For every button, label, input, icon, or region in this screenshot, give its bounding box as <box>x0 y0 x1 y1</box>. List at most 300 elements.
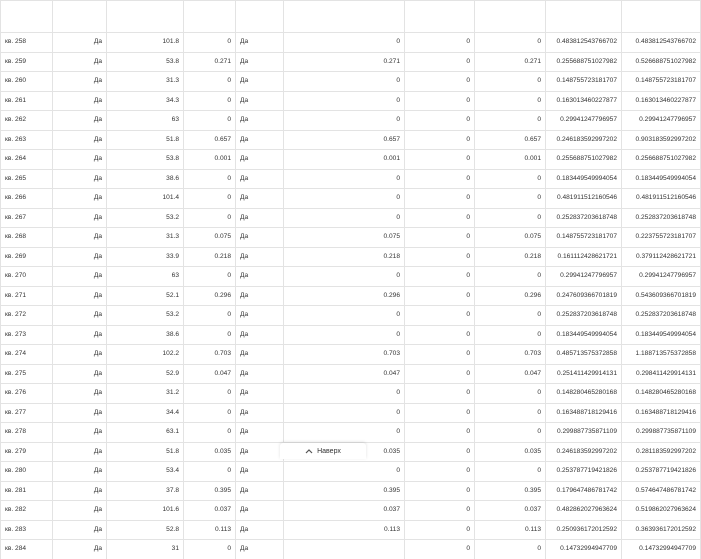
table-cell: 0.218 <box>184 247 236 267</box>
table-cell: 0 <box>184 267 236 287</box>
table-row <box>1 91 701 111</box>
table-cell: 0.299887735871109 <box>546 423 622 443</box>
table-cell: 0 <box>284 384 405 404</box>
table-cell: Да <box>236 150 284 170</box>
table-cell: 0 <box>184 306 236 326</box>
table-cell: 38.6 <box>107 325 184 345</box>
apartment-cell: кв. 262 <box>1 111 53 131</box>
table-cell: 0 <box>405 52 475 72</box>
table-cell: 52.9 <box>107 364 184 384</box>
table-cell: Да <box>53 364 107 384</box>
table-cell: 0.271 <box>475 52 546 72</box>
table-cell: 0.113 <box>475 520 546 540</box>
table-cell: 0.037 <box>184 501 236 521</box>
apartment-cell: кв. 266 <box>1 189 53 209</box>
apartment-cell: кв. 281 <box>1 481 53 501</box>
table-cell: 31.3 <box>107 228 184 248</box>
table-row <box>1 33 701 53</box>
table-cell: 0.035 <box>184 442 236 462</box>
header-cell <box>236 1 284 33</box>
apartment-cell: кв. 279 <box>1 442 53 462</box>
table-cell: 0.246183592997202 <box>546 442 622 462</box>
table-cell: 51.8 <box>107 130 184 150</box>
apartment-cell: кв. 278 <box>1 423 53 443</box>
table-row <box>1 228 701 248</box>
table-cell: Да <box>236 169 284 189</box>
table-cell: Да <box>53 111 107 131</box>
apartment-cell: кв. 263 <box>1 130 53 150</box>
table-cell: 52.8 <box>107 520 184 540</box>
table-cell: Да <box>236 462 284 482</box>
table-row <box>1 286 701 306</box>
table-cell: Да <box>53 228 107 248</box>
apartment-cell: кв. 264 <box>1 150 53 170</box>
table-cell: 0.163013460227877 <box>622 91 701 111</box>
table-cell: Да <box>53 540 107 559</box>
apartment-cell: кв. 259 <box>1 52 53 72</box>
back-to-top-button[interactable] <box>280 443 366 459</box>
table-cell: Да <box>236 384 284 404</box>
table-cell: 0.298411429914131 <box>622 364 701 384</box>
table-cell: 0.035 <box>475 442 546 462</box>
table-cell: 0 <box>184 189 236 209</box>
table-cell: 0.519862027963624 <box>622 501 701 521</box>
table-row <box>1 540 701 559</box>
table-cell: 0 <box>284 325 405 345</box>
table-row <box>1 520 701 540</box>
table-cell: 0 <box>284 169 405 189</box>
table-cell: 0.296 <box>284 286 405 306</box>
apartment-cell: кв. 271 <box>1 286 53 306</box>
table-row <box>1 247 701 267</box>
header-cell <box>284 1 405 33</box>
table-cell: 0 <box>184 208 236 228</box>
apartment-cell: кв. 267 <box>1 208 53 228</box>
table-cell: 0 <box>475 384 546 404</box>
table-cell: 0.395 <box>184 481 236 501</box>
apartment-cell: кв. 270 <box>1 267 53 287</box>
table-cell: 0.183449549994054 <box>546 169 622 189</box>
table-cell: 0.255688751027982 <box>546 150 622 170</box>
apartment-cell: кв. 274 <box>1 345 53 365</box>
header-cell <box>107 1 184 33</box>
table-cell: 0 <box>184 169 236 189</box>
table-cell: 0.148755723181707 <box>622 72 701 92</box>
table-cell: 0 <box>475 267 546 287</box>
table-row <box>1 189 701 209</box>
table-cell: 51.8 <box>107 442 184 462</box>
table-cell: Да <box>236 520 284 540</box>
header-cell <box>53 1 107 33</box>
table-cell: 0.14732994947709 <box>622 540 701 559</box>
table-cell: Да <box>236 501 284 521</box>
table-row <box>1 208 701 228</box>
table-cell: 0 <box>405 423 475 443</box>
table-cell: 0.395 <box>475 481 546 501</box>
table-cell: 0 <box>284 33 405 53</box>
table-cell: 0.001 <box>184 150 236 170</box>
table-cell: 0.250936172012592 <box>546 520 622 540</box>
apartment-cell: кв. 283 <box>1 520 53 540</box>
table-cell: 0 <box>405 481 475 501</box>
table-cell: 0 <box>284 403 405 423</box>
table-cell: 0.657 <box>184 130 236 150</box>
table-cell: 0.703 <box>284 345 405 365</box>
table-cell: 0.037 <box>475 501 546 521</box>
table-cell: Да <box>236 111 284 131</box>
table-cell: 0.271 <box>284 52 405 72</box>
table-cell: 0.253787719421826 <box>622 462 701 482</box>
back-to-top-label: Наверх <box>317 447 341 455</box>
table-cell: 0.246183592997202 <box>546 130 622 150</box>
table-cell: 0.255688751027982 <box>546 52 622 72</box>
table-cell: 0.657 <box>475 130 546 150</box>
table-cell: 0.247609366701819 <box>546 286 622 306</box>
table-cell: 0 <box>475 33 546 53</box>
table-cell: 0 <box>475 462 546 482</box>
table-cell: Да <box>236 325 284 345</box>
table-cell: Да <box>236 364 284 384</box>
table-cell: 0 <box>405 111 475 131</box>
table-cell: 0 <box>184 423 236 443</box>
table-cell: 0 <box>475 189 546 209</box>
table-cell: 0 <box>405 442 475 462</box>
table-cell: 0.047 <box>184 364 236 384</box>
table-cell: Да <box>236 52 284 72</box>
table-cell: 0 <box>184 33 236 53</box>
table-row <box>1 72 701 92</box>
table-cell: 0.29941247796957 <box>546 267 622 287</box>
table-cell: 0 <box>405 345 475 365</box>
table-cell: Да <box>53 384 107 404</box>
table-cell: 0.148280465280168 <box>622 384 701 404</box>
table-cell: 63 <box>107 267 184 287</box>
table-cell: 0.252837203618748 <box>622 306 701 326</box>
table-cell: Да <box>53 208 107 228</box>
table-cell: 0 <box>184 384 236 404</box>
table-cell: 0 <box>475 208 546 228</box>
table-header-row <box>1 1 701 33</box>
apartment-cell: кв. 282 <box>1 501 53 521</box>
table-cell: 0 <box>284 72 405 92</box>
table-cell: 0.037 <box>284 501 405 521</box>
table-cell: Да <box>53 247 107 267</box>
table-cell: 34.4 <box>107 403 184 423</box>
table-cell: 0 <box>184 540 236 559</box>
table-cell: Да <box>53 345 107 365</box>
table-cell: 0 <box>284 267 405 287</box>
table-cell: 0.163013460227877 <box>546 91 622 111</box>
table-cell: Да <box>236 403 284 423</box>
table-cell: Да <box>53 267 107 287</box>
table-cell: 63.1 <box>107 423 184 443</box>
table-cell: 0 <box>405 72 475 92</box>
table-cell: 0.113 <box>184 520 236 540</box>
table-cell: 0.481911512160546 <box>622 189 701 209</box>
table-cell: Да <box>236 33 284 53</box>
table-cell: Да <box>236 306 284 326</box>
table-cell <box>284 540 405 559</box>
table-cell: 0 <box>475 306 546 326</box>
table-cell: 0 <box>184 72 236 92</box>
table-cell: 0 <box>405 33 475 53</box>
table-cell: 0.161112428621721 <box>546 247 622 267</box>
table-cell: 0.253787719421826 <box>546 462 622 482</box>
table-cell: 0 <box>475 325 546 345</box>
table-cell: 0 <box>184 403 236 423</box>
table-cell: Да <box>53 403 107 423</box>
table-row <box>1 111 701 131</box>
table-cell: 0.296 <box>475 286 546 306</box>
table-body <box>1 1 701 559</box>
header-cell <box>546 1 622 33</box>
table-cell: 0.148280465280168 <box>546 384 622 404</box>
table-cell: 53.8 <box>107 150 184 170</box>
table-cell: Да <box>236 247 284 267</box>
table-cell: 53.2 <box>107 208 184 228</box>
table-cell: Да <box>53 130 107 150</box>
table-cell: 0.574647486781742 <box>622 481 701 501</box>
table-cell: 0 <box>405 501 475 521</box>
table-cell: Да <box>236 423 284 443</box>
apartment-cell: кв. 273 <box>1 325 53 345</box>
table-row <box>1 52 701 72</box>
table-cell: 0 <box>405 403 475 423</box>
table-cell: 0.148755723181707 <box>546 228 622 248</box>
table-cell: Да <box>53 520 107 540</box>
table-cell: 0.703 <box>184 345 236 365</box>
table-cell: 0.296 <box>184 286 236 306</box>
table-cell: 0.113 <box>284 520 405 540</box>
table-row <box>1 423 701 443</box>
table-cell: 0.163488718129416 <box>546 403 622 423</box>
apartment-cell: кв. 284 <box>1 540 53 559</box>
table-cell: 0.483812543766702 <box>546 33 622 53</box>
table-cell: 0.218 <box>284 247 405 267</box>
chevron-up-icon <box>305 448 313 454</box>
table-row <box>1 169 701 189</box>
table-cell: 0 <box>475 423 546 443</box>
apartment-cell: кв. 275 <box>1 364 53 384</box>
table-cell: Да <box>236 345 284 365</box>
table-cell: Да <box>53 72 107 92</box>
table-cell: Да <box>236 72 284 92</box>
apartment-cell: кв. 280 <box>1 462 53 482</box>
table-cell: Да <box>53 501 107 521</box>
table-cell: 0 <box>184 325 236 345</box>
apartment-cell: кв. 258 <box>1 33 53 53</box>
apartment-cell: кв. 269 <box>1 247 53 267</box>
table-cell: 0 <box>405 384 475 404</box>
table-cell: 101.4 <box>107 189 184 209</box>
table-cell: 0 <box>475 91 546 111</box>
table-cell: 0.252837203618748 <box>622 208 701 228</box>
header-cell <box>184 1 236 33</box>
table-cell: Да <box>236 91 284 111</box>
table-cell: Да <box>53 91 107 111</box>
table-cell: 0.281183592997202 <box>622 442 701 462</box>
table-cell: 101.8 <box>107 33 184 53</box>
table-cell: 0.001 <box>284 150 405 170</box>
table-row <box>1 501 701 521</box>
table-cell: 0 <box>475 169 546 189</box>
table-cell: 0.903183592997202 <box>622 130 701 150</box>
table-cell: 0.379112428621721 <box>622 247 701 267</box>
table-cell: 0 <box>184 91 236 111</box>
table-cell: 0 <box>405 228 475 248</box>
table-row <box>1 364 701 384</box>
table-cell: 0.218 <box>475 247 546 267</box>
table-cell: 0.29941247796957 <box>546 111 622 131</box>
table-cell: Да <box>53 325 107 345</box>
table-cell: 0.075 <box>475 228 546 248</box>
table-cell: 0.251411429914131 <box>546 364 622 384</box>
table-row <box>1 325 701 345</box>
table-cell: 0.483812543766702 <box>622 33 701 53</box>
table-cell: Да <box>53 462 107 482</box>
table-cell: 0 <box>284 462 405 482</box>
table-cell: 0 <box>405 306 475 326</box>
table-cell: 53.4 <box>107 462 184 482</box>
table-cell: Да <box>236 286 284 306</box>
table-cell: 0 <box>405 462 475 482</box>
table-cell: Да <box>53 286 107 306</box>
table-cell: 0.148755723181707 <box>546 72 622 92</box>
table-cell: 0.047 <box>284 364 405 384</box>
table-cell: Да <box>53 52 107 72</box>
table-cell: 0 <box>405 364 475 384</box>
table-cell: 38.6 <box>107 169 184 189</box>
table-cell: 0 <box>284 91 405 111</box>
table-cell: 37.8 <box>107 481 184 501</box>
table-cell: 0.657 <box>284 130 405 150</box>
table-cell: 101.6 <box>107 501 184 521</box>
table-row <box>1 481 701 501</box>
table-cell: 0.299887735871109 <box>622 423 701 443</box>
table-cell: Да <box>236 208 284 228</box>
table-cell: 0.163488718129416 <box>622 403 701 423</box>
apartment-cell: кв. 260 <box>1 72 53 92</box>
table-row <box>1 403 701 423</box>
table-cell: 0.271 <box>184 52 236 72</box>
header-cell <box>1 1 53 33</box>
table-cell: 0 <box>405 325 475 345</box>
table-cell: 0 <box>184 462 236 482</box>
header-cell <box>405 1 475 33</box>
table-cell: 0 <box>405 130 475 150</box>
table-cell: Да <box>236 540 284 559</box>
table-cell: 0 <box>405 267 475 287</box>
table-cell: 0.14732994947709 <box>546 540 622 559</box>
table-cell: 0.179647486781742 <box>546 481 622 501</box>
table-cell: 0.183449549994054 <box>622 325 701 345</box>
header-cell <box>622 1 701 33</box>
apartment-cell: кв. 272 <box>1 306 53 326</box>
table-cell: 0 <box>284 423 405 443</box>
table-cell: Да <box>236 189 284 209</box>
table-row <box>1 150 701 170</box>
table-cell: 0.252837203618748 <box>546 208 622 228</box>
table-cell: 0 <box>405 150 475 170</box>
apartment-cell: кв. 268 <box>1 228 53 248</box>
table-cell: Да <box>53 481 107 501</box>
table-cell: 31 <box>107 540 184 559</box>
apartment-cell: кв. 276 <box>1 384 53 404</box>
table-cell: 0 <box>284 111 405 131</box>
table-cell: 0 <box>405 247 475 267</box>
table-cell: 0.075 <box>184 228 236 248</box>
table-cell: 0 <box>184 111 236 131</box>
table-cell: 0.256688751027982 <box>622 150 701 170</box>
table-cell: Да <box>53 189 107 209</box>
table-cell: 31.2 <box>107 384 184 404</box>
table-cell: 0.543609366701819 <box>622 286 701 306</box>
table-cell: 0.035 <box>284 442 405 462</box>
table-cell: 0.047 <box>475 364 546 384</box>
table-cell: Да <box>53 150 107 170</box>
table-cell: Да <box>236 267 284 287</box>
table-cell: Да <box>236 481 284 501</box>
table-cell: 31.3 <box>107 72 184 92</box>
table-cell: 0.29941247796957 <box>622 111 701 131</box>
table-cell: 0.223755723181707 <box>622 228 701 248</box>
apartment-cell: кв. 277 <box>1 403 53 423</box>
table-cell: 0.001 <box>475 150 546 170</box>
table-cell: 0.395 <box>284 481 405 501</box>
table-row <box>1 130 701 150</box>
table-cell: 0.703 <box>475 345 546 365</box>
table-cell: 0.526688751027982 <box>622 52 701 72</box>
table-cell: 0.482862027963624 <box>546 501 622 521</box>
table-cell: 0 <box>284 208 405 228</box>
table-cell: Да <box>53 306 107 326</box>
apartment-cell: кв. 261 <box>1 91 53 111</box>
table-cell: 0.252837203618748 <box>546 306 622 326</box>
table-cell: 102.2 <box>107 345 184 365</box>
table-cell: Да <box>53 442 107 462</box>
table-cell: 0 <box>405 189 475 209</box>
table-cell: 0 <box>405 540 475 559</box>
table-row <box>1 462 701 482</box>
table-cell: 0 <box>475 540 546 559</box>
table-cell: 53.8 <box>107 52 184 72</box>
table-cell: Да <box>53 423 107 443</box>
table-cell: 34.3 <box>107 91 184 111</box>
table-cell: Да <box>53 169 107 189</box>
table-cell: 0.485713575372858 <box>546 345 622 365</box>
table-cell: 0.363936172012592 <box>622 520 701 540</box>
table-cell: 63 <box>107 111 184 131</box>
table-cell: 0.481911512160546 <box>546 189 622 209</box>
table-cell: 0 <box>475 111 546 131</box>
table-cell: 0.183449549994054 <box>546 325 622 345</box>
table-cell: 0 <box>475 403 546 423</box>
table-cell: 33.9 <box>107 247 184 267</box>
table-cell: 0 <box>284 189 405 209</box>
table-cell: 0 <box>284 306 405 326</box>
apartment-cell: кв. 265 <box>1 169 53 189</box>
table-cell: 0 <box>405 520 475 540</box>
table-cell: 0.29941247796957 <box>622 267 701 287</box>
table-cell: 0 <box>405 91 475 111</box>
table-cell: 0 <box>405 169 475 189</box>
table-row <box>1 345 701 365</box>
table-cell: Да <box>236 130 284 150</box>
table-cell: Да <box>236 442 284 462</box>
table-cell: 53.2 <box>107 306 184 326</box>
table-cell: 0.075 <box>284 228 405 248</box>
table-cell: Да <box>236 228 284 248</box>
